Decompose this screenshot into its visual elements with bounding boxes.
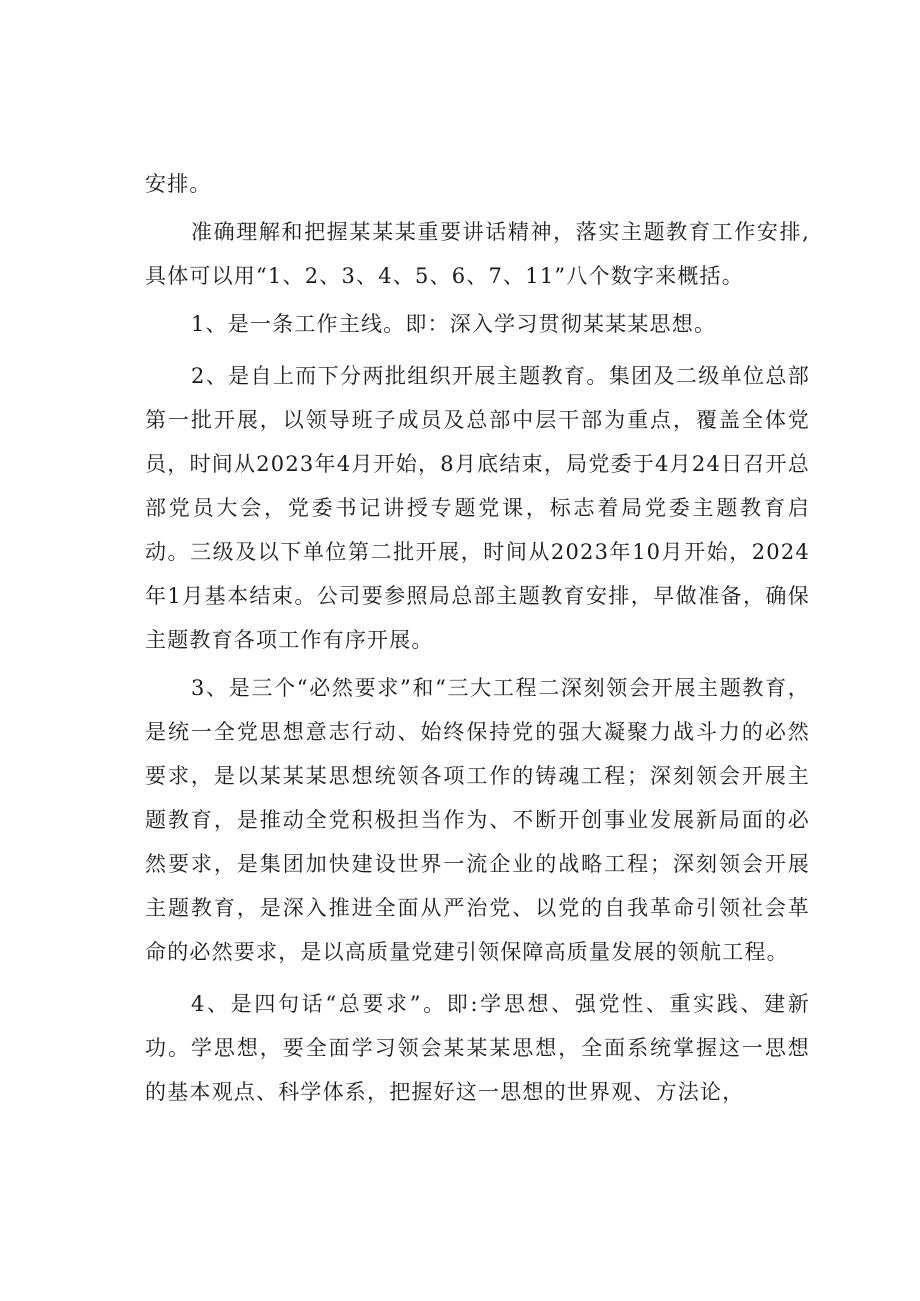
paragraph-point-4: 4、是四句话“总要求”。即:学思想、强党性、重实践、建新功。学思想，要全面学习领会某某某思想，全面系统掌握这一思想的基本观点、科学体系，把握好这一思想的世界观、方法论， xyxy=(145,992,810,1104)
paragraph-point-1: 1、是一条工作主线。即：深入学习贯彻某某某思想。 xyxy=(191,312,717,336)
paragraph-intro: 准确理解和把握某某某重要讲话精神，落实主题教育工作安排,具体可以用“1、2、3、4、5、6、7、11”八个数字来概括。 xyxy=(145,220,810,288)
paragraph-point-3: 3、是三个“必然要求”和“三大工程二深刻领会开展主题教育，是统一全党思想意志行动、始终保持党的强大凝聚力战斗力的必然要求，是以某某某思想统领各项工作的铸魂工程；深刻领会开展主题教育，是推动全党积极担当作为、不断开创事业发展新局面的必然要求，是集团加快建设世界一流企业的战略工程；深刻领会开展主题教育，是深入推进全面从严治党、以党的自我革命引领社会革命的必然要求，是以高质量党建引领保障高质量发展的领航工程。 xyxy=(145,676,810,964)
paragraph-continuation: 安排。 xyxy=(145,172,212,196)
paragraph-point-2: 2、是自上而下分两批组织开展主题教育。集团及二级单位总部第一批开展，以领导班子成员及总部中层干部为重点，覆盖全体党员，时间从2023年4月开始，8月底结束，局党委于4月24日召开总部党员大会，党委书记讲授专题党课，标志着局党委主题教育启动。三级及以下单位第二批开展，时间从2023年10月开始，2024年1月基本结束。公司要参照局总部主题教育安排，早做准备，确保主题教育各项工作有序开展。 xyxy=(145,364,810,652)
document-body xyxy=(145,162,810,1118)
